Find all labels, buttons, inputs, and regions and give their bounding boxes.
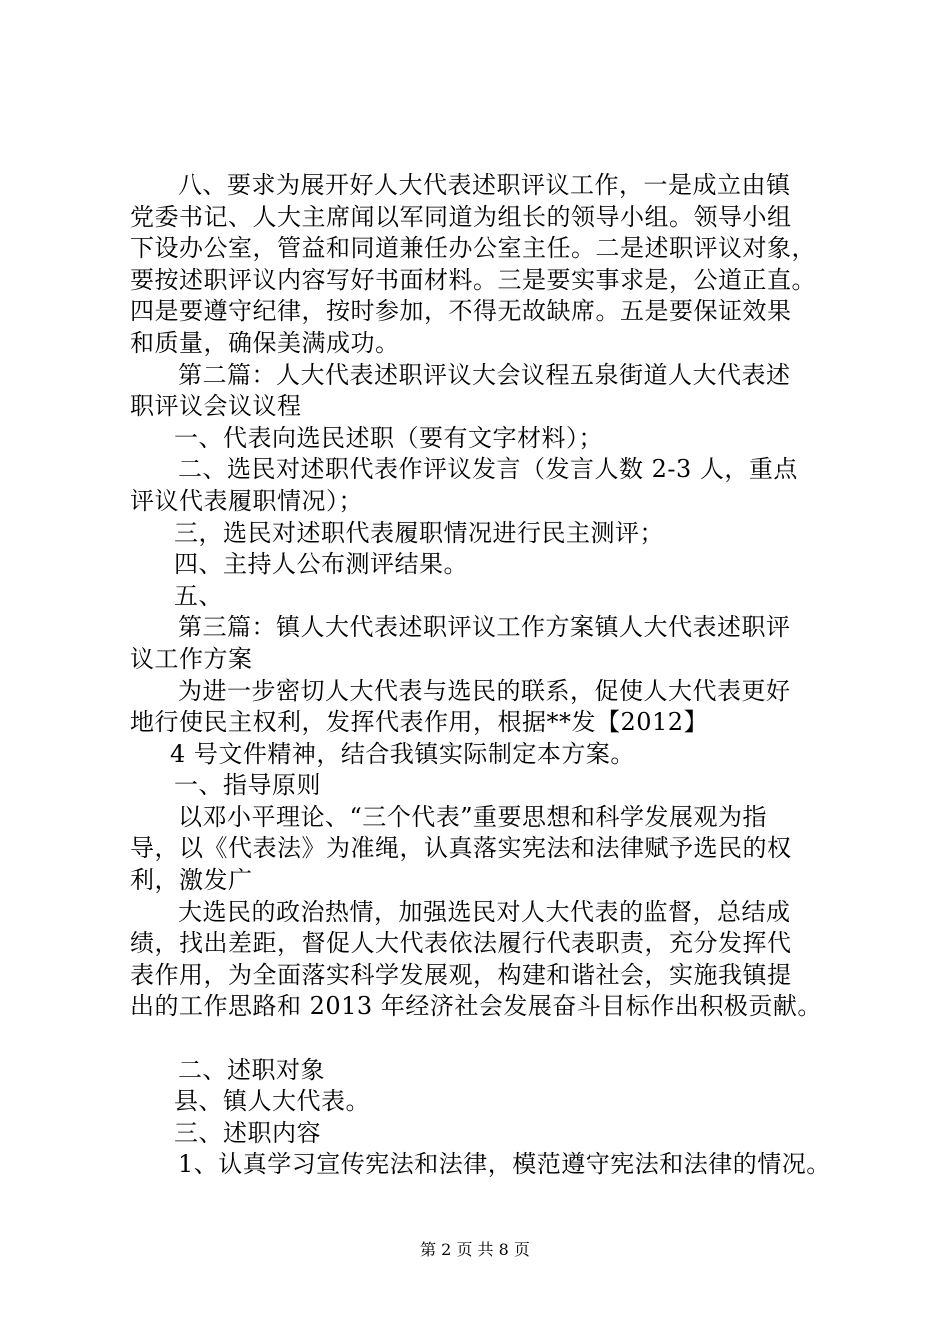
text-line: 出的工作思路和 2013 年经济社会发展奋斗目标作出积极贡献。 xyxy=(130,992,822,1021)
text-line: 二、述职对象 xyxy=(178,1055,325,1084)
text-line: 要按述职评议内容写好书面材料。三是要实事求是，公道正直。 xyxy=(130,265,816,294)
text-line: 一、代表向选民述职（要有文字材料）； xyxy=(174,423,603,452)
text-line: 四、主持人公布测评结果。 xyxy=(174,550,468,579)
text-line: 三、述职内容 xyxy=(174,1118,321,1147)
text-line: 八、要求为展开好人大代表述职评议工作，一是成立由镇 xyxy=(178,171,791,199)
text-line: 为进一步密切人大代表与选民的联系，促使人大代表更好 xyxy=(178,676,791,705)
text-line: 一、指导原则 xyxy=(174,771,321,800)
text-line: 绩，找出差距，督促人大代表依法履行代表职责，充分发挥代 xyxy=(130,929,792,958)
text-line: 三，选民对述职代表履职情况进行民主测评； xyxy=(174,518,664,547)
document-body xyxy=(130,170,856,1181)
text-line: 第三篇：镇人大代表述职评议工作方案镇人大代表述职评 xyxy=(178,613,791,642)
text-line: 表作用，为全面落实科学发展观，构建和谐社会，实施我镇提 xyxy=(130,960,792,989)
text-line: 县、镇人大代表。 xyxy=(174,1087,370,1116)
text-line: 议工作方案 xyxy=(130,644,253,673)
text-line: 第二篇：人大代表述职评议大会议程五泉街道人大代表述 xyxy=(178,360,791,389)
text-line: 党委书记、人大主席闻以军同道为组长的领导小组。领导小组 xyxy=(130,202,792,231)
text-line: 1、认真学习宣传宪法和法律，模范遵守宪法和法律的情况。 xyxy=(178,1150,831,1179)
text-line: 导，以《代表法》为准绳，认真落实宪法和法律赋予选民的权 xyxy=(130,834,792,863)
text-line: 地行使民主权利，发挥代表作用，根据**发【2012】 xyxy=(130,708,709,737)
page-footer: 第 2 页 共 8 页 xyxy=(420,1240,530,1259)
text-line: 下设办公室，管益和同道兼任办公室主任。二是述职评议对象， xyxy=(130,234,816,263)
text-line: 职评议会议议程 xyxy=(130,392,302,421)
text-line: 大选民的政治热情，加强选民对人大代表的监督，总结成 xyxy=(178,897,791,926)
text-line: 4 号文件精神，结合我镇实际制定本方案。 xyxy=(170,739,635,768)
text-line: 四是要遵守纪律，按时参加，不得无故缺席。五是要保证效果 xyxy=(130,297,792,326)
text-line: 五、 xyxy=(174,581,223,610)
text-line: 以邓小平理论、“三个代表”重要思想和科学发展观为指 xyxy=(178,802,768,831)
blank-line xyxy=(130,1023,856,1055)
text-line: 二、选民对述职代表作评议发言（发言人数 2-3 人，重点 xyxy=(178,455,798,484)
text-line: 评议代表履职情况）； xyxy=(130,486,363,515)
text-line: 利，激发广 xyxy=(130,866,253,895)
text-line: 和质量，确保美满成功。 xyxy=(130,328,400,357)
